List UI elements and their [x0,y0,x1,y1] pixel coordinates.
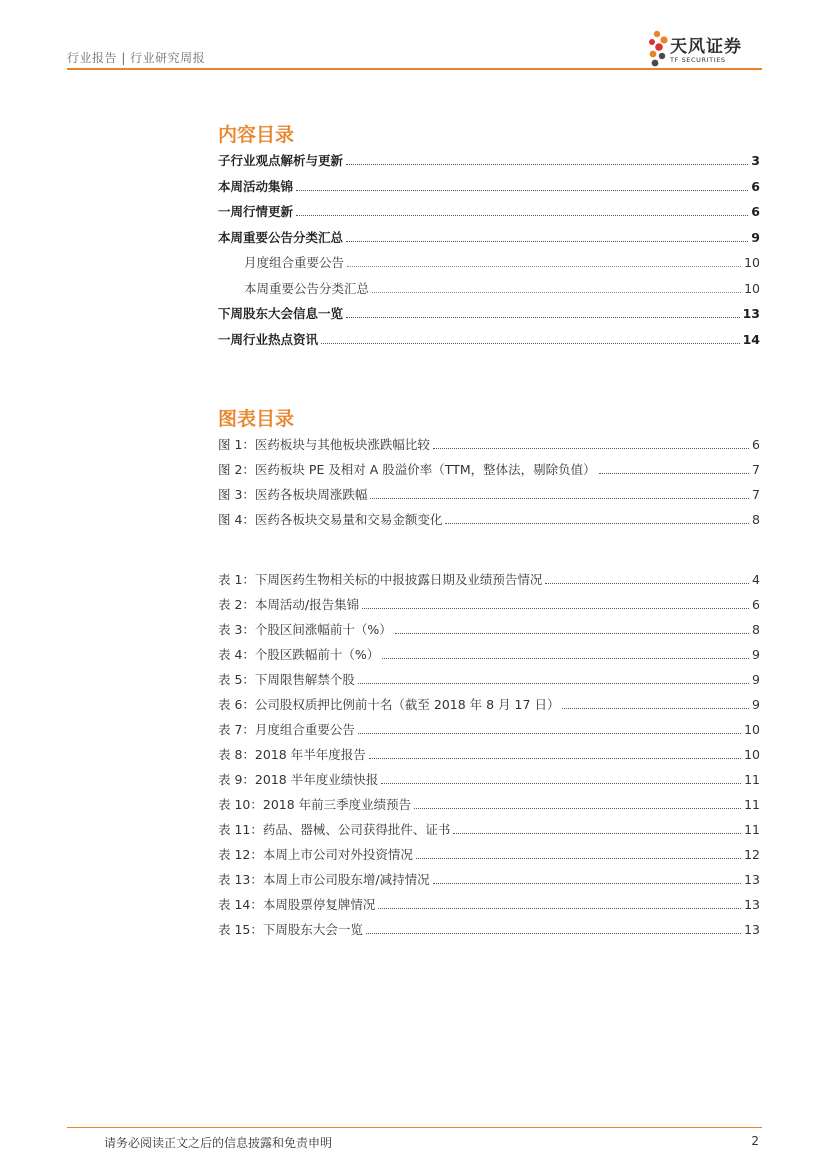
company-logo [648,28,768,72]
table-entry-page: 8 [752,622,760,637]
dot-leader [358,733,741,734]
table-entry-label: 表 4：个股区跌幅前十（%） [218,647,380,662]
figure-entry[interactable] [218,436,760,453]
table-entry[interactable] [218,796,760,813]
toc-entry-page: 6 [751,178,760,194]
dot-leader [378,908,741,909]
figure-entry-page: 7 [752,487,760,502]
toc-entry-label: 一周行业热点资讯 [218,331,319,347]
toc-entry-page: 14 [742,331,760,347]
toc-entry-page: 13 [742,306,760,321]
table-entry[interactable] [218,746,760,763]
toc-entry[interactable] [218,305,760,322]
dot-leader [347,266,741,267]
table-entry-page: 11 [744,822,760,837]
dot-leader [296,215,748,216]
table-entry-page: 13 [744,872,760,887]
header-category: 行业报告 | 行业研究周报 [67,51,206,65]
toc-entry[interactable] [218,229,760,246]
toc-entry[interactable] [218,203,760,220]
table-entry-page: 11 [744,797,760,812]
dot-leader [346,317,740,318]
dot-leader [395,633,749,634]
table-entry[interactable] [218,621,760,638]
table-entry-label: 表 9：2018 半年度业绩快报 [218,772,379,787]
dot-leader [433,448,749,449]
table-entry-page: 10 [744,722,760,737]
toc-entry-label: 下周股东大会信息一览 [218,306,344,321]
logo-english-name: TF SECURITIES [670,56,726,64]
dot-leader [346,164,748,165]
toc-title: 内容目录 [218,124,295,146]
dot-leader [599,473,749,474]
table-entry[interactable] [218,646,760,663]
dot-leader [358,683,749,684]
toc-entry-label: 本周活动集锦 [218,178,294,194]
logo-name: 天风证券 [670,37,742,57]
table-entry[interactable] [218,571,760,588]
dot-leader [416,858,741,859]
toc-entry-label: 本周重要公告分类汇总 [218,229,344,245]
footer-disclaimer: 请务必阅读正文之后的信息披露和免责申明 [104,1136,333,1150]
table-entry-label: 表 8：2018 年半年度报告 [218,747,366,762]
table-entry-page: 11 [744,772,760,787]
dot-leader [362,608,749,609]
table-entry-page: 13 [744,897,760,912]
flower-logo-icon [648,28,670,72]
figure-entry[interactable] [218,486,760,503]
figure-entry-label: 图 1：医药板块与其他板块涨跌幅比较 [218,437,430,452]
table-entry-label: 表 12：本周上市公司对外投资情况 [218,847,413,862]
figure-entry-page: 8 [752,512,760,527]
figure-entry-page: 7 [752,462,760,477]
table-entry-label: 表 6：公司股权质押比例前十名（截至 2018 年 8 月 17 日） [218,697,560,712]
toc-entry-label: 一周行情更新 [218,204,294,219]
figure-entry-label: 图 4：医药各板块交易量和交易金额变化 [218,512,443,527]
table-entry[interactable] [218,596,760,613]
figures-title: 图表目录 [218,408,295,430]
dot-leader [296,190,748,191]
footer-divider [67,1127,762,1128]
table-entry[interactable] [218,846,760,863]
toc-entry[interactable] [218,331,760,348]
table-entry[interactable] [218,896,760,913]
dot-leader [445,523,749,524]
table-entry[interactable] [218,721,760,738]
table-entry-page: 6 [752,597,760,612]
table-entry-label: 表 2：本周活动/报告集锦 [218,597,360,612]
figure-entry-page: 6 [752,437,760,452]
dot-leader [382,658,749,659]
dot-leader [370,498,749,499]
toc-entry-page: 9 [751,229,760,245]
table-entry-page: 9 [752,647,760,662]
dot-leader [321,343,740,344]
toc-entry[interactable] [244,280,760,297]
table-entry[interactable] [218,696,760,713]
table-entry-page: 10 [744,747,760,762]
table-entry[interactable] [218,671,760,688]
table-entry-page: 13 [744,922,760,937]
dot-leader [346,241,748,242]
dot-leader [381,783,741,784]
table-entry-label: 表 15：下周股东大会一览 [218,922,363,937]
toc-entry[interactable] [218,152,760,169]
dot-leader [562,708,749,709]
table-entry-page: 9 [752,672,760,687]
toc-entry-page: 10 [744,255,760,270]
dot-leader [372,292,741,293]
figure-entry[interactable] [218,461,760,478]
table-entry-label: 表 14：本周股票停复牌情况 [218,897,376,912]
figure-entry-label: 图 3：医药各板块周涨跌幅 [218,487,368,502]
toc-entry-label: 月度组合重要公告 [244,255,345,270]
table-entry-page: 9 [752,697,760,712]
dot-leader [414,808,741,809]
table-entry-label: 表 7：月度组合重要公告 [218,722,355,737]
dot-leader [545,583,749,584]
page-number: 2 [751,1134,759,1148]
figure-entry-label: 图 2：医药板块 PE 及相对 A 股溢价率（TTM，整体法，剔除负值） [218,462,596,477]
toc-entry-page: 6 [751,204,760,219]
toc-entry[interactable] [244,254,760,271]
table-entry-label: 表 13：本周上市公司股东增/减持情况 [218,872,430,887]
toc-entry-label: 本周重要公告分类汇总 [244,280,370,296]
table-entry-label: 表 1：下周医药生物相关标的中报披露日期及业绩预告情况 [218,572,543,587]
dot-leader [453,833,741,834]
toc-entry-page: 3 [751,153,760,168]
figure-entry[interactable] [218,511,760,528]
toc-entry-page: 10 [744,280,760,296]
table-entry[interactable] [218,871,760,888]
table-entry-page: 4 [752,572,760,587]
table-entry-label: 表 11：药品、器械、公司获得批件、证书 [218,822,451,837]
dot-leader [366,933,741,934]
table-entry-page: 12 [744,847,760,862]
dot-leader [433,883,742,884]
dot-leader [369,758,741,759]
table-entry-label: 表 3：个股区间涨幅前十（%） [218,622,392,637]
table-entry-label: 表 5：下周限售解禁个股 [218,672,355,687]
table-entry[interactable] [218,821,760,838]
table-entry-label: 表 10：2018 年前三季度业绩预告 [218,797,412,812]
table-entry[interactable] [218,771,760,788]
toc-entry-label: 子行业观点解析与更新 [218,153,344,168]
table-entry[interactable] [218,921,760,938]
toc-entry[interactable] [218,178,760,195]
